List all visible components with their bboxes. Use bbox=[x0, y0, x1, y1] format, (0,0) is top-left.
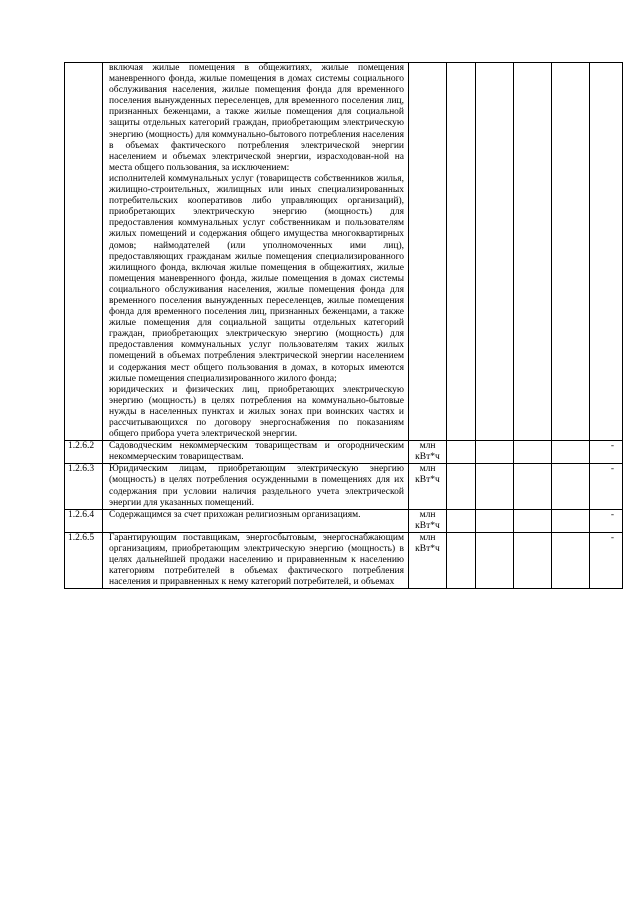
value-cell-1 bbox=[447, 464, 476, 509]
value-cell-2 bbox=[476, 441, 514, 464]
table-row bbox=[65, 509, 623, 532]
description-paragraph: Гарантирующим поставщикам, энергосбытовым, энергоснабжающим организациям, приобретающим электрическую энергию (мощность) в целях дальнейшей продажи населению и приравненным к населению категориям потребителей в объемах фактического потребления населения и приравненных к нему категорий потребителей, и объемах bbox=[109, 532, 404, 588]
value-cell-1 bbox=[447, 441, 476, 464]
mark-cell: - bbox=[590, 509, 623, 532]
unit-cell: млн кВт*ч bbox=[409, 509, 447, 532]
value-cell-4 bbox=[552, 464, 590, 509]
row-number-cell bbox=[65, 63, 103, 441]
unit-cell: млн кВт*ч bbox=[409, 532, 447, 588]
value-cell-4 bbox=[552, 509, 590, 532]
value-cell-3 bbox=[514, 464, 552, 509]
description-paragraph: Содержащимся за счет прихожан религиозным организациям. bbox=[109, 509, 361, 520]
value-cell-4 bbox=[552, 441, 590, 464]
value-cell-3 bbox=[514, 509, 552, 532]
table-row bbox=[65, 441, 623, 464]
value-cell-1 bbox=[447, 63, 476, 441]
value-cell-2 bbox=[476, 532, 514, 588]
value-cell-2 bbox=[476, 63, 514, 441]
value-cell-4 bbox=[552, 63, 590, 441]
value-cell-2 bbox=[476, 464, 514, 509]
table-row bbox=[65, 532, 623, 588]
unit-cell: млн кВт*ч bbox=[409, 464, 447, 509]
mark-cell: - bbox=[590, 464, 623, 509]
value-cell-3 bbox=[514, 532, 552, 588]
unit-cell: млн кВт*ч bbox=[409, 441, 447, 464]
row-number-cell: 1.2.6.3 bbox=[65, 464, 103, 509]
description-paragraph: исполнителей коммунальных услуг (товариществ собственников жилья, жилищно-строительных, жилищных или иных специализированных потребительских кооперативов либо управляющих организаций), приобретающих электрическую энергию (мощность) для предоставления коммунальных услуг собственникам и пользователям жилых помещений и содержания общего имущества многоквартирных домов; наймодателей (или уполномоченных ими лиц), предоставляющих гражданам жилые помещения специализированного жилищного фонда, включая жилые помещения в общежитиях, жилые помещения маневренного фонда, жилые помещения в домах системы социального обслуживания населения, жилые помещения фонда для временного поселения вынужденных переселенцев, жилые помещения фонда для временного поселения лиц, признанных беженцами, а также жилые помещения для социальной защиты отдельных категорий граждан, приобретающих электрическую энергию (мощность) для предоставления коммунальных услуг пользователям таких жилых помещений в объемах потребления электрической энергии населением и содержания мест общего пользования в домах, в которых имеются жилые помещения специализированного жилого фонда; bbox=[109, 173, 404, 384]
row-description-cell bbox=[103, 63, 409, 441]
value-cell-1 bbox=[447, 509, 476, 532]
value-cell-1 bbox=[447, 532, 476, 588]
description-paragraph: Садоводческим некоммерческим товариществам и огородническим некоммерческим товариществам. bbox=[109, 441, 404, 463]
description-paragraph: юридических и физических лиц, приобретающих электрическую энергию (мощность) в целях потребления на коммунально-бытовые нужды в населенных пунктах и жилых зонах при воинских частях и рассчитывающихся по договору энергоснабжения по показаниям общего прибора учета электрической энергии. bbox=[109, 384, 404, 440]
tariff-table bbox=[64, 62, 623, 589]
value-cell-3 bbox=[514, 63, 552, 441]
row-number-cell: 1.2.6.2 bbox=[65, 441, 103, 464]
unit-cell bbox=[409, 63, 447, 441]
mark-cell bbox=[590, 63, 623, 441]
table-row bbox=[65, 464, 623, 509]
mark-cell: - bbox=[590, 532, 623, 588]
table-row bbox=[65, 63, 623, 441]
value-cell-3 bbox=[514, 441, 552, 464]
description-paragraph: включая жилые помещения в общежитиях, жилые помещения маневренного фонда, жилые помещения в домах системы социального обслуживания населения, жилые помещения фонда для временного поселения вынужденных переселенцев, для временного поселения лиц, признанных беженцами, а также жилые помещения для социальной защиты отдельных категорий граждан, приобретающим электрическую энергию (мощность) для коммунально-бытового потребления населения в объемах фактического потребления электрической энергии населением и объемах электрической энергии, израсходован-ной на места общего пользования, за исключением: bbox=[109, 63, 404, 173]
row-number-cell: 1.2.6.5 bbox=[65, 532, 103, 588]
value-cell-4 bbox=[552, 532, 590, 588]
row-description-cell bbox=[103, 464, 409, 509]
row-number-cell: 1.2.6.4 bbox=[65, 509, 103, 532]
row-description-cell bbox=[103, 441, 409, 464]
row-description-cell bbox=[103, 532, 409, 588]
value-cell-2 bbox=[476, 509, 514, 532]
row-description-cell bbox=[103, 509, 409, 532]
mark-cell: - bbox=[590, 441, 623, 464]
description-paragraph: Юридическим лицам, приобретающим электрическую энергию (мощность) в целях потребления осужденными в помещениях для их содержания при условии наличия раздельного учета электрической энергии для указанных помещений. bbox=[109, 464, 404, 508]
